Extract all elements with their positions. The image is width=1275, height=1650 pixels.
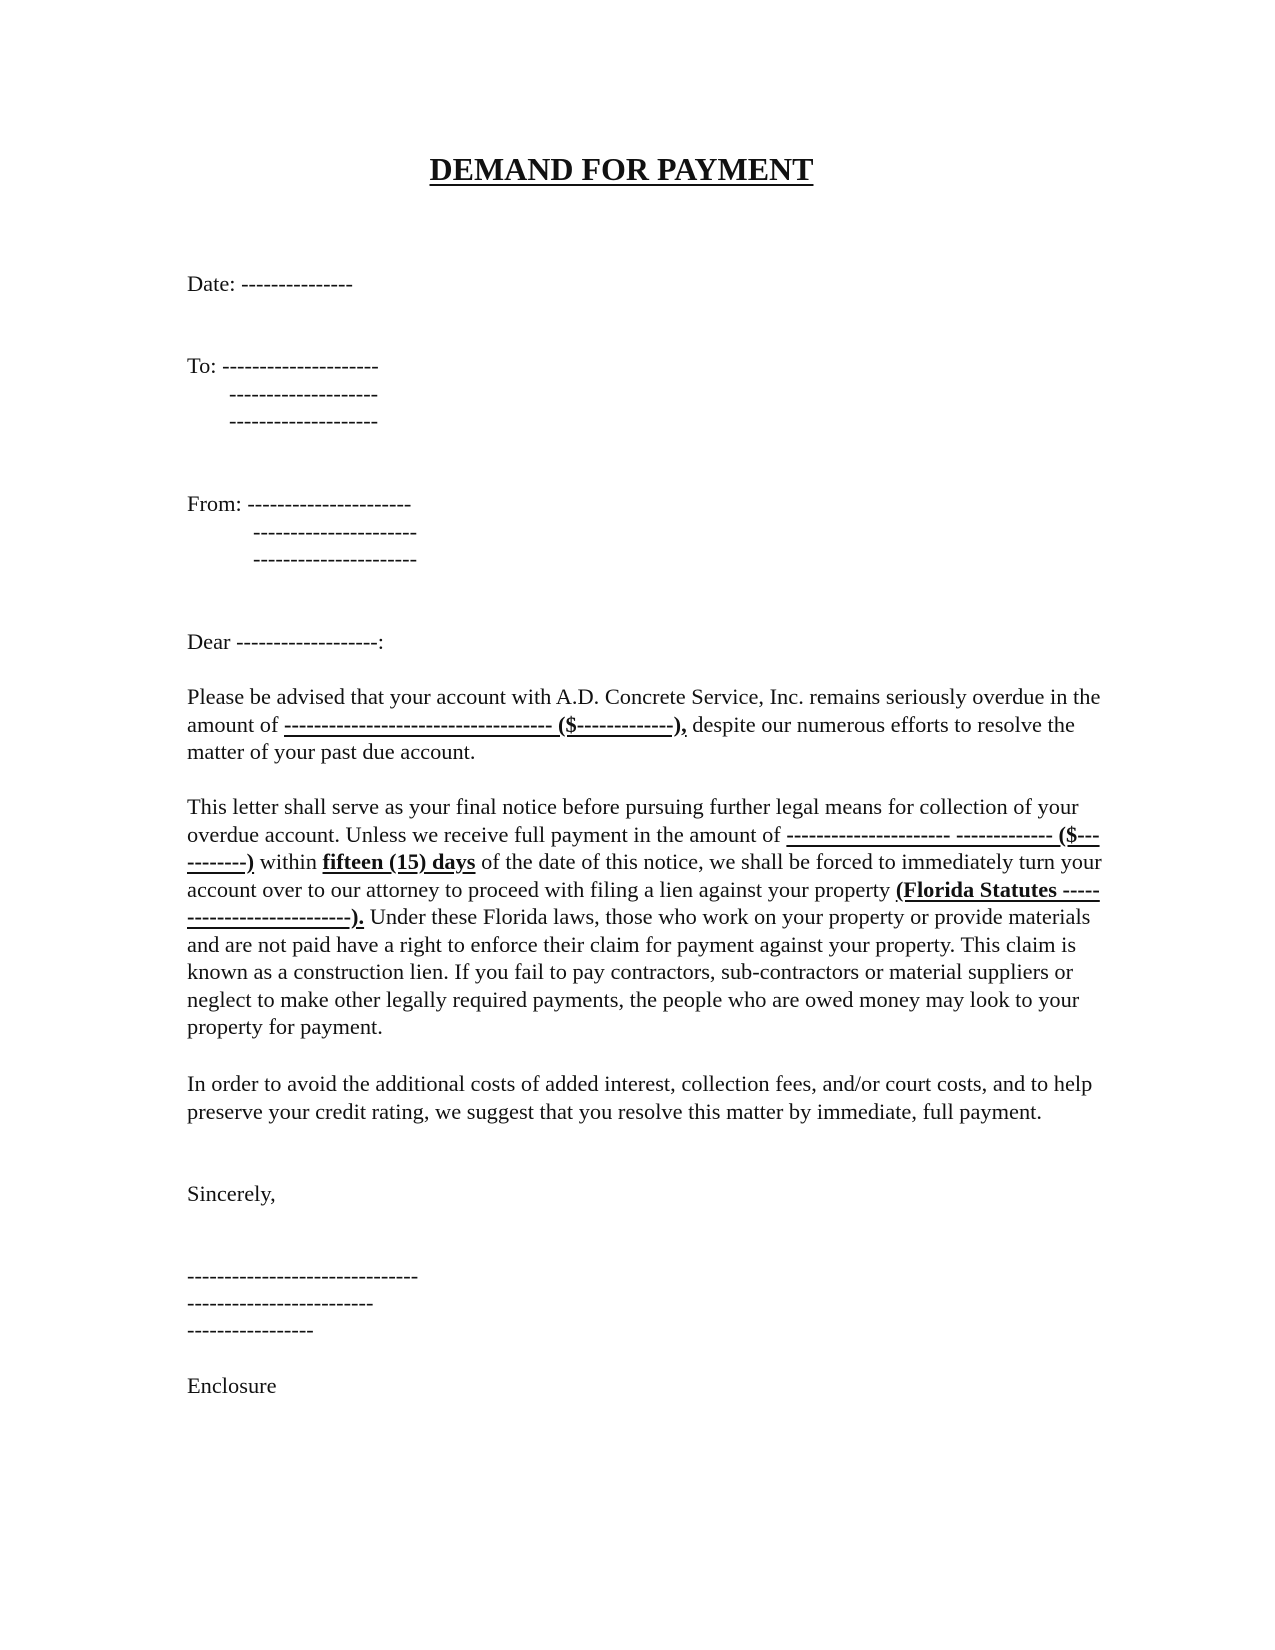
full-payment-amount-field: ---------------------- ------------- ($-----------) xyxy=(187,821,1100,874)
to-line-2: -------------------- xyxy=(229,381,379,406)
closing: Sincerely, xyxy=(187,1181,276,1206)
overdue-amount-field: ------------------------------------ ($-------------), xyxy=(284,711,687,737)
from-line-2: ---------------------- xyxy=(253,519,418,544)
p2-text-4: Under these Florida laws, those who work on your property or provide materials and are not paid have a right to enforce their claim for payment against your property. This claim is known as a construction lien. If you fail to pay contractors, sub-contractors or material suppliers or neglect to make other legally required payments, the people who are owed money may look to your property for payment. xyxy=(187,904,1091,1039)
letter-title xyxy=(0,150,1275,188)
enclosure-note: Enclosure xyxy=(187,1373,277,1398)
paragraph-account-overdue xyxy=(187,683,1102,766)
paragraph-final-notice xyxy=(187,793,1102,1041)
signature-line-1: ------------------------------- xyxy=(187,1263,419,1288)
paragraph-avoid-costs: In order to avoid the additional costs of added interest, collection fees, and/or court costs, and to help preserve your credit rating, we suggest that you resolve this matter by immediate, full payment. xyxy=(187,1071,1093,1124)
from-line-3: ---------------------- xyxy=(253,546,418,571)
signature-line-3: ----------------- xyxy=(187,1317,314,1342)
signature-line-2: ------------------------- xyxy=(187,1290,374,1315)
p1-text-2: despite our numerous efforts to resolve the matter of your past due account. xyxy=(187,711,1075,764)
letter-title-text: DEMAND FOR PAYMENT xyxy=(429,151,814,187)
salutation: Dear -------------------: xyxy=(187,629,384,654)
p2-text-3: of the date of this notice, we shall be forced to immediately turn your account over to our attorney to proceed with filing a lien against your property xyxy=(187,849,1102,902)
from-line-1: From: ---------------------- xyxy=(187,491,412,516)
to-line-1: To: --------------------- xyxy=(187,353,379,378)
date-line: Date: --------------- xyxy=(187,271,353,296)
p1-text-1: Please be advised that your account with A.D. Concrete Service, Inc. remains seriously overdue in the amount of xyxy=(187,684,1101,737)
florida-statutes-field: (Florida Statutes ---------------------------). xyxy=(187,876,1100,929)
p2-text-2: within xyxy=(254,849,323,874)
p2-text-1: This letter shall serve as your final notice before pursuing further legal means for collection of your overdue account. Unless we receive full payment in the amount of xyxy=(187,794,1079,847)
to-line-3: -------------------- xyxy=(229,408,379,433)
payment-deadline: fifteen (15) days xyxy=(322,849,476,874)
